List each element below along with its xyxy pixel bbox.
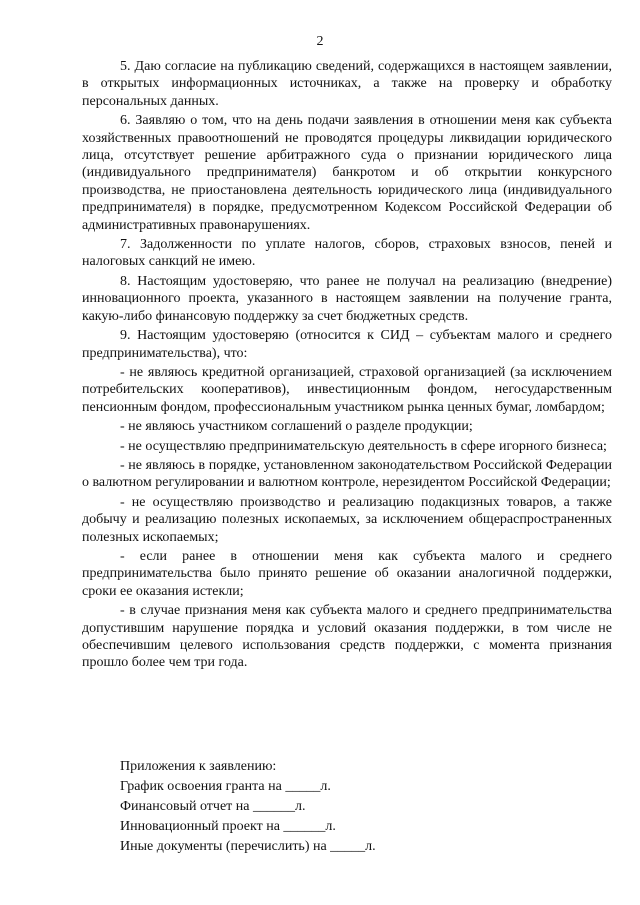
document-body (82, 58, 612, 674)
appendix-item-financial-report: Финансовый отчет на ______л. (120, 799, 306, 814)
page-number: 2 (316, 34, 324, 49)
appendix-item-grant-schedule: График освоения гранта на _____л. (120, 779, 331, 794)
appendix-item-other-documents: Иные документы (перечислить) на _____л. (120, 839, 376, 854)
paragraph-no-tax-debt: 7. Задолженности по уплате налогов, сборов, страховых взносов, пеней и налоговых санкций не имею. (82, 237, 612, 270)
appendix-list (120, 757, 540, 857)
list-item-not-financial-org: - не являюсь кредитной организацией, страховой организацией (за исключением потребительских кооперативов), инвестиционным фондом, негосударственным пенсионным фондом, профессиональным участником рынка ценных бумаг, ломбардом; (82, 364, 612, 415)
list-item-not-gambling: - не осуществляю предпринимательскую деятельность в сфере игорного бизнеса; (120, 438, 607, 454)
paragraph-consent: 5. Даю согласие на публикацию сведений, содержащихся в настоящем заявлении, в открытых информационных источниках, а также на проверку и обработку персональных данных. (82, 59, 612, 109)
appendix-item-innovation-project: Инновационный проект на ______л. (120, 819, 336, 834)
list-item-not-psa-participant: - не являюсь участником соглашений о разделе продукции; (120, 419, 473, 435)
list-item-not-excise-goods: - не осуществляю производство и реализацию подакцизных товаров, а также добычу и реализацию полезных ископаемых, за исключением общераспространенных полезных ископаемых; (82, 494, 612, 545)
paragraph-no-prior-support: 8. Настоящим удостоверяю, что ранее не получал на реализацию (внедрение) инновационного проекта, указанного в настоящем заявлении на получение гранта, какую-либо финансовую поддержку за счет бюджетных средств. (82, 273, 612, 324)
paragraph-sme-certification: 9. Настоящим удостоверяю (относится к СИД – субъектам малого и среднего предпринимательства), что: (82, 328, 612, 361)
paragraph-no-liquidation: 6. Заявляю о том, что на день подачи заявления в отношении меня как субъекта хозяйственных правоотношений не проводятся процедуры ликвидации юридического лица, отсутствует решение арбитражного суда о признании юридического лица (индивидуального предпринимателя) банкротом и об открытии конкурсного производства, не приостановлена деятельность юридического лица (индивидуального предпринимателя) в порядке, предусмотренном Кодексом Российской Федерации об административных правонарушениях. (82, 113, 612, 233)
list-item-not-nonresident: - не являюсь в порядке, установленном законодательством Российской Федерации о валютном регулировании и валютном контроле, нерезидентом Российской Федерации; (82, 457, 612, 491)
appendix-heading: Приложения к заявлению: (120, 759, 277, 774)
list-item-violation-period: - в случае признания меня как субъекта малого и среднего предпринимательства допустившим нарушение порядка и условий оказания поддержки, в том числе не обеспечившим целевого использования средств поддержки, с момента признания прошло более чем три года. (82, 603, 612, 671)
list-item-prior-support-expired: - если ранее в отношении меня как субъекта малого и среднего предпринимательства было принято решение об оказании аналогичной поддержки, сроки ее оказания истекли; (82, 548, 612, 599)
